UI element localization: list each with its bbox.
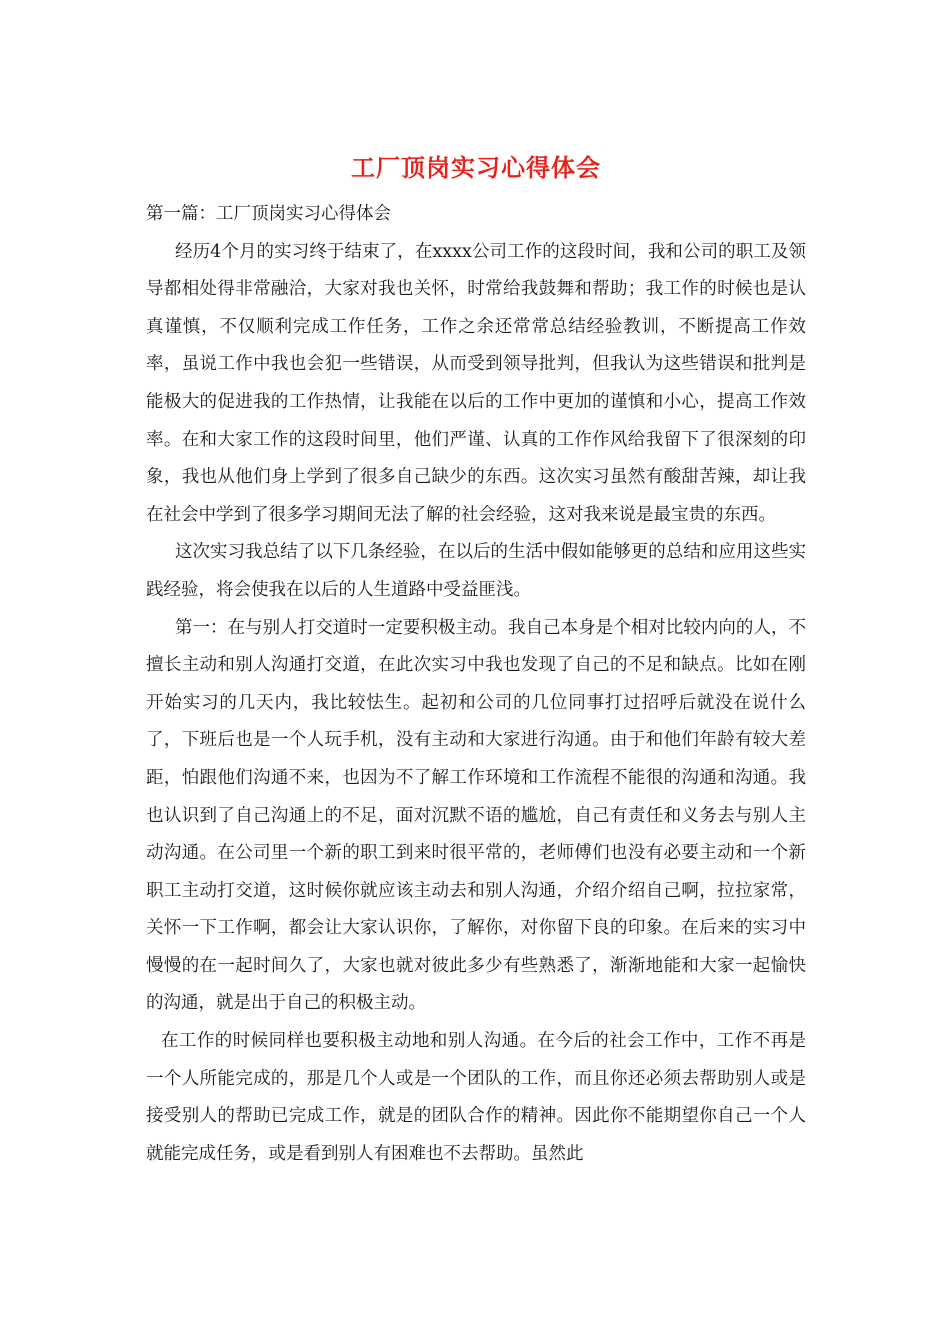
document-body: [146, 196, 806, 1173]
paragraph: 在工作的时候同样也要积极主动地和别人沟通。在今后的社会工作中，工作不再是一个人所能完成的，那是几个人或是一个团队的工作，而且你还必须去帮助别人或是接受别人的帮助已完成工作，就是的团队合作的精神。因此你不能期望你自己一个人就能完成任务，或是看到别人有困难也不去帮助。虽然此: [146, 1031, 806, 1164]
paragraph: 第一：在与别人打交道时一定要积极主动。我自己本身是个相对比较内向的人，不擅长主动和别人沟通打交道，在此次实习中我也发现了自己的不足和缺点。比如在刚开始实习的几天内，我比较怯生。起初和公司的几位同事打过招呼后就没在说什么了，下班后也是一个人玩手机，没有主动和大家进行沟通。由于和他们年龄有较大差距，怕跟他们沟通不来，也因为不了解工作环境和工作流程不能很的沟通和沟通。我也认识到了自己沟通上的不足，面对沉默不语的尴尬，自己有责任和义务去与别人主动沟通。在公司里一个新的职工到来时很平常的，老师傅们也没有必要主动和一个新职工主动打交道，这时候你就应该主动去和别人沟通，介绍介绍自己啊，拉拉家常，关怀一下工作啊，都会让大家认识你，了解你，对你留下良的印象。在后来的实习中慢慢的在一起时间久了，大家也就对彼此多少有些熟悉了，渐渐地能和大家一起愉快的沟通，就是出于自己的积极主动。: [146, 617, 806, 1014]
section-heading: 第一篇：工厂顶岗实习心得体会: [146, 204, 391, 224]
paragraph: 这次实习我总结了以下几条经验，在以后的生活中假如能够更的总结和应用这些实践经验，将会使我在以后的人生道路中受益匪浅。: [146, 542, 806, 600]
paragraph: 经历4个月的实习终于结束了，在xxxx公司工作的这段时间，我和公司的职工及领导都相处得非常融洽，大家对我也关怀，时常给我鼓舞和帮助；我工作的时候也是认真谨慎，不仅顺利完成工作任务，工作之余还常常总结经验教训，不断提高工作效率，虽说工作中我也会犯一些错误，从而受到领导批判，但我认为这些错误和批判是能极大的促进我的工作热情，让我能在以后的工作中更加的谨慎和小心，提高工作效率。在和大家工作的这段时间里，他们严谨、认真的工作作风给我留下了很深刻的印象，我也从他们身上学到了很多自己缺少的东西。这次实习虽然有酸甜苦辣，却让我在社会中学到了很多学习期间无法了解的社会经验，这对我来说是最宝贵的东西。: [146, 241, 806, 525]
document-page: [146, 0, 806, 1344]
document-title: 工厂顶岗实习心得体会: [351, 153, 601, 182]
